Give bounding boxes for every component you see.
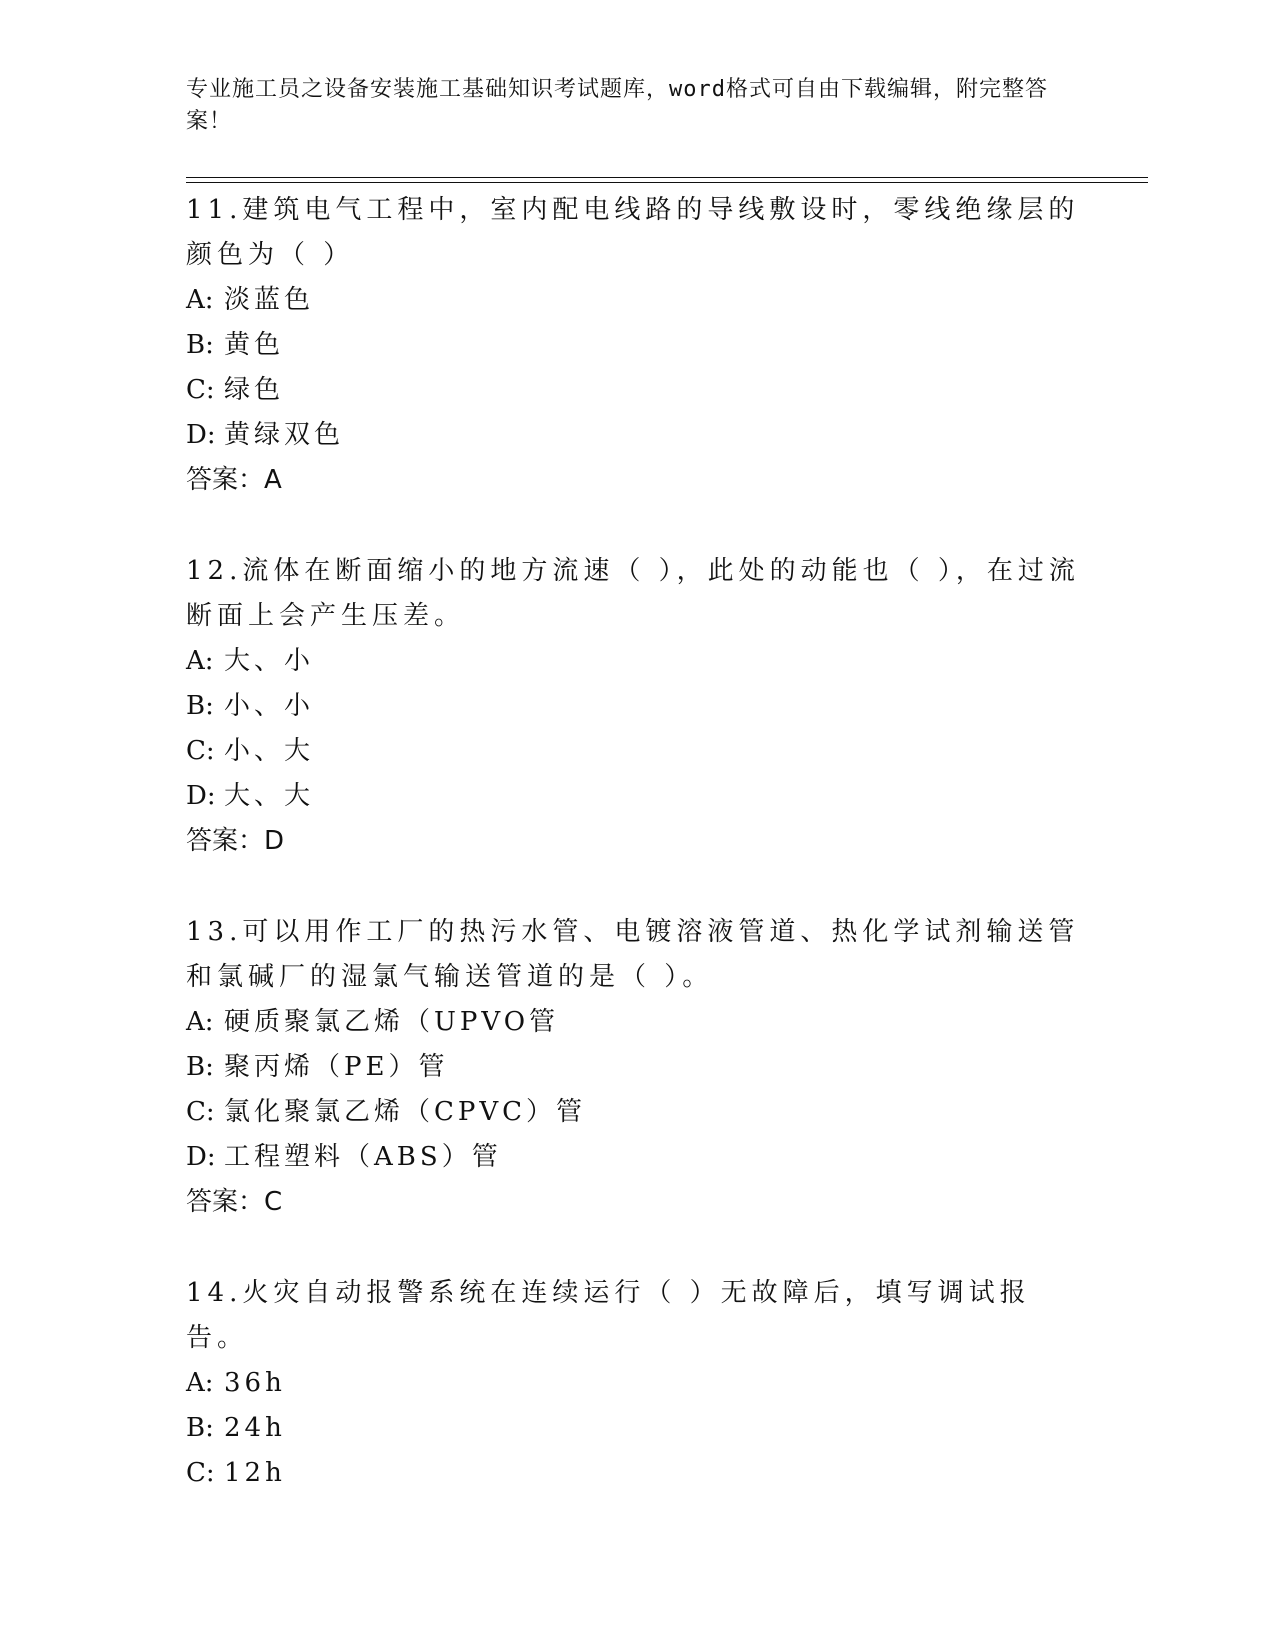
- question-14: [186, 1271, 1086, 1496]
- option-text: 大、小: [224, 646, 315, 676]
- option-d: [186, 774, 1086, 819]
- option-b: [186, 1406, 1086, 1451]
- option-text: 24h: [224, 1413, 286, 1443]
- option-text: 淡蓝色: [224, 285, 315, 315]
- option-key: C:: [186, 1097, 215, 1127]
- question-stem: 11.建筑电气工程中，室内配电线路的导线敷设时，零线绝缘层的颜色为（ ）: [186, 195, 1080, 270]
- option-text: 小、大: [224, 736, 315, 766]
- question-stem: 14.火灾自动报警系统在连续运行（ ）无故障后，填写调试报告。: [186, 1278, 1031, 1353]
- header-text: 专业施工员之设备安装施工基础知识考试题库，word格式可自由下载编辑，附完整答案！: [186, 77, 1048, 134]
- document-header: [186, 74, 1066, 138]
- option-key: B:: [186, 1052, 214, 1082]
- option-key: A:: [186, 1368, 214, 1398]
- option-d: [186, 413, 1086, 458]
- option-text: 硬质聚氯乙烯（UPVO管: [224, 1007, 560, 1037]
- question-stem: 13.可以用作工厂的热污水管、电镀溶液管道、热化学试剂输送管和氯碱厂的湿氯气输送管道的是（ ）。: [186, 917, 1080, 992]
- option-text: 黄色: [224, 330, 285, 360]
- question-stem: 12.流体在断面缩小的地方流速（ ），此处的动能也（ ），在过流断面上会产生压差。: [186, 556, 1080, 631]
- question-13: [186, 910, 1086, 1225]
- option-key: D:: [186, 420, 216, 450]
- option-text: 大、大: [224, 781, 315, 811]
- option-key: B:: [186, 691, 214, 721]
- option-text: 小、小: [224, 691, 315, 721]
- option-text: 12h: [224, 1458, 286, 1488]
- option-key: C:: [186, 375, 215, 405]
- option-key: A:: [186, 646, 214, 676]
- option-a: [186, 1000, 1086, 1045]
- option-key: B:: [186, 1413, 214, 1443]
- option-a: [186, 278, 1086, 323]
- option-key: B:: [186, 330, 214, 360]
- option-c: [186, 1090, 1086, 1135]
- option-c: [186, 1451, 1086, 1496]
- question-list: [186, 188, 1086, 1542]
- option-text: 氯化聚氯乙烯（CPVC）管: [224, 1097, 587, 1127]
- option-c: [186, 368, 1086, 413]
- option-b: [186, 1045, 1086, 1090]
- header-rule-bottom: [186, 182, 1148, 183]
- option-text: 绿色: [224, 375, 285, 405]
- option-key: D:: [186, 781, 216, 811]
- question-11: [186, 188, 1086, 503]
- answer: 答案：D: [186, 826, 285, 856]
- option-text: 聚丙烯（PE）管: [224, 1052, 449, 1082]
- option-text: 工程塑料（ABS）管: [224, 1142, 502, 1172]
- option-b: [186, 684, 1086, 729]
- option-d: [186, 1135, 1086, 1180]
- option-a: [186, 639, 1086, 684]
- answer: 答案：C: [186, 1187, 283, 1217]
- option-key: D:: [186, 1142, 216, 1172]
- option-key: A:: [186, 1007, 214, 1037]
- option-c: [186, 729, 1086, 774]
- option-text: 36h: [224, 1368, 286, 1398]
- question-12: [186, 549, 1086, 864]
- option-b: [186, 323, 1086, 368]
- option-key: A:: [186, 285, 214, 315]
- option-text: 黄绿双色: [224, 420, 345, 450]
- answer: 答案：A: [186, 465, 282, 495]
- option-key: C:: [186, 1458, 215, 1488]
- option-key: C:: [186, 736, 215, 766]
- option-a: [186, 1361, 1086, 1406]
- header-rule-top: [186, 177, 1148, 178]
